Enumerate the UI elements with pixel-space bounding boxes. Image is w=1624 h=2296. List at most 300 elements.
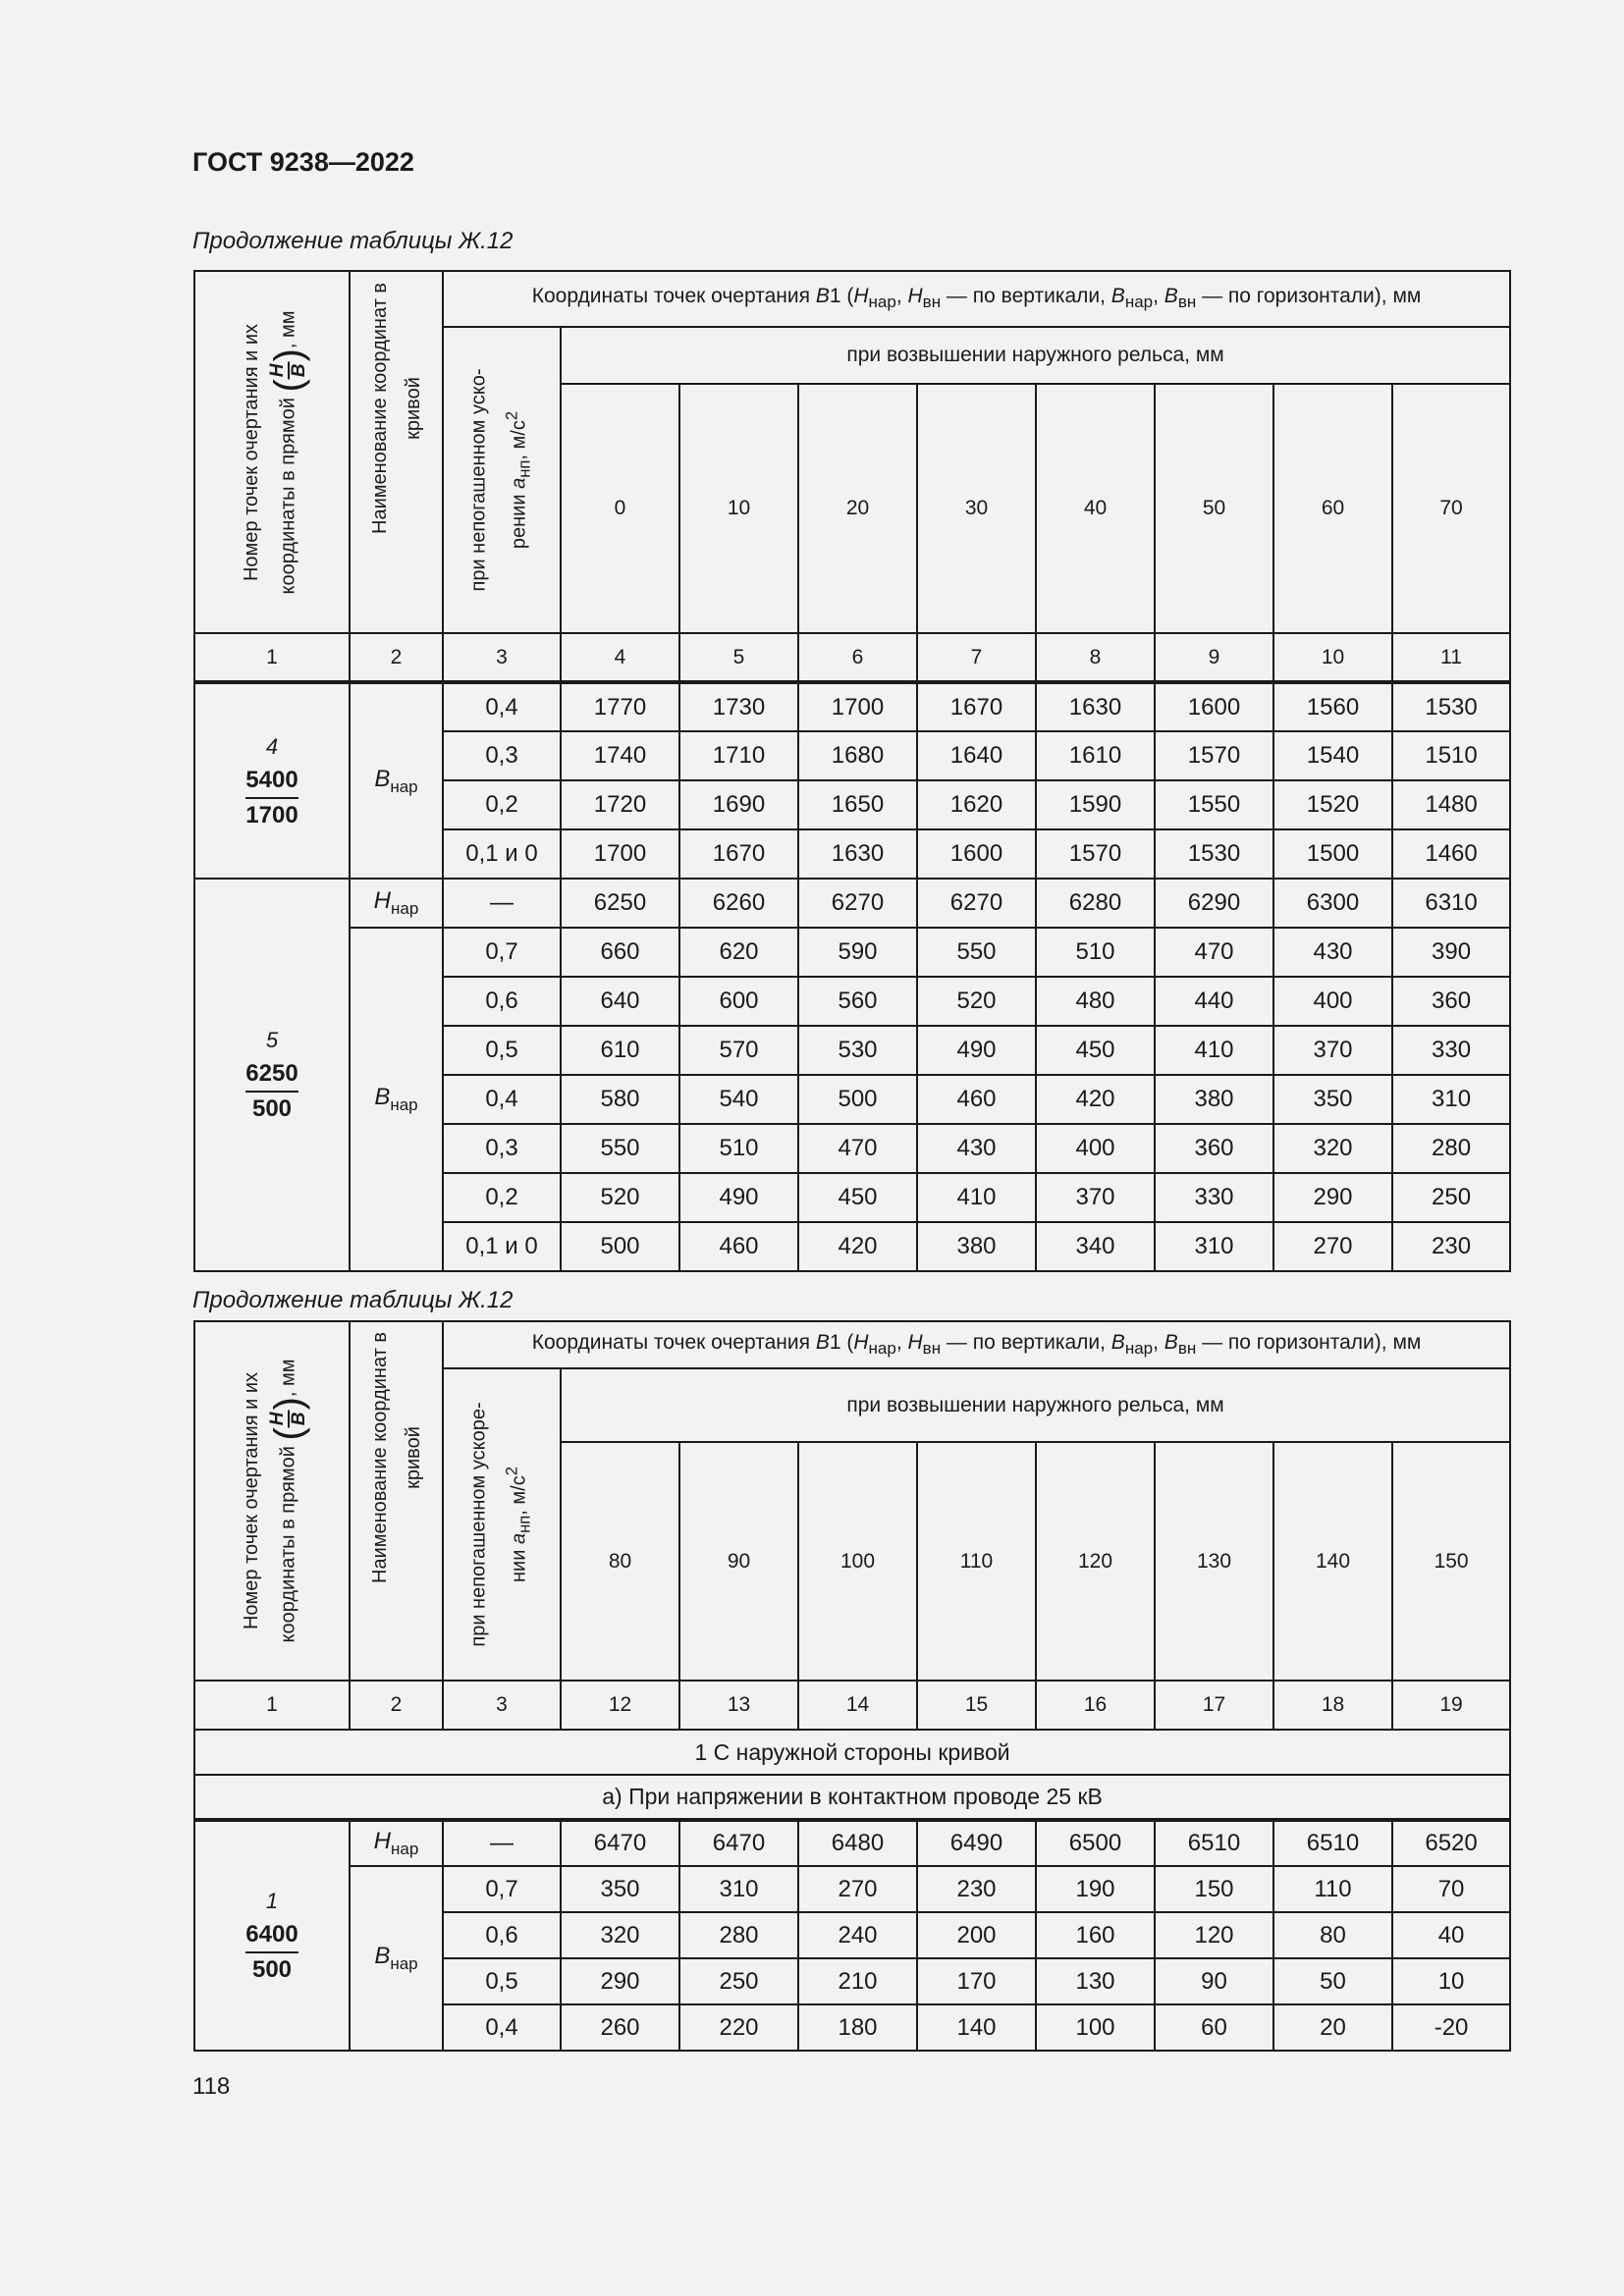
value-cell: 130 xyxy=(1036,1958,1155,2004)
coord-var: H xyxy=(373,887,392,915)
column-number: 3 xyxy=(443,633,561,682)
elevation-value: 40 xyxy=(1036,384,1155,633)
point-h: 6400 xyxy=(245,1918,298,1953)
paren-right: ) xyxy=(267,1397,310,1411)
value-cell: 310 xyxy=(1155,1222,1273,1271)
value-cell: 20 xyxy=(1273,2004,1392,2051)
value-cell: 340 xyxy=(1036,1222,1155,1271)
column-number: 11 xyxy=(1392,633,1510,682)
value-cell: 520 xyxy=(917,977,1036,1026)
accel-unit: , м/с xyxy=(508,420,530,460)
value-cell: 290 xyxy=(561,1958,679,2004)
value-cell: 140 xyxy=(917,2004,1036,2051)
b-vn-var: В xyxy=(1164,1330,1178,1354)
value-cell: 1540 xyxy=(1273,731,1392,780)
value-cell: 490 xyxy=(679,1173,798,1222)
point-cell xyxy=(194,682,350,879)
elevation-value: 50 xyxy=(1155,384,1273,633)
header-coord-col xyxy=(350,271,443,633)
group-var: В xyxy=(815,285,830,308)
value-cell: 1560 xyxy=(1273,682,1392,731)
value-cell: 6480 xyxy=(798,1820,917,1866)
value-cell: 600 xyxy=(679,977,798,1026)
value-cell: 360 xyxy=(1155,1124,1273,1173)
header-coord-line1: Наименование координат в xyxy=(368,283,391,535)
table-1 xyxy=(193,270,1511,1272)
accel-cell: 0,7 xyxy=(443,1866,561,1912)
accel-cell: 0,4 xyxy=(443,1075,561,1124)
section-title: 1 С наружной стороны кривой xyxy=(194,1730,1510,1775)
column-number: 5 xyxy=(679,633,798,682)
point-index: 5 xyxy=(265,1028,279,1052)
column-number: 15 xyxy=(917,1681,1036,1730)
accel-cell: 0,5 xyxy=(443,1026,561,1075)
value-cell: 80 xyxy=(1273,1912,1392,1958)
accel-cell: — xyxy=(443,1820,561,1866)
point-index: 4 xyxy=(265,733,279,759)
coord-sub: нар xyxy=(391,1839,419,1858)
value-cell: 1570 xyxy=(1036,829,1155,879)
dash-horiz: — по горизонтали), мм xyxy=(1196,1330,1422,1354)
accel-cell: 0,7 xyxy=(443,928,561,977)
value-cell: 6310 xyxy=(1392,879,1510,928)
value-cell: 480 xyxy=(1036,977,1155,1026)
accel-cell: 0,4 xyxy=(443,682,561,731)
group-one: 1 ( xyxy=(829,1330,854,1354)
value-cell: 6270 xyxy=(798,879,917,928)
point-h: 5400 xyxy=(245,764,298,799)
value-cell: 120 xyxy=(1155,1912,1273,1958)
point-b: 500 xyxy=(251,1095,293,1122)
header-accel-col xyxy=(443,1368,561,1681)
coord-name-cell xyxy=(350,1820,443,1866)
column-number: 10 xyxy=(1273,633,1392,682)
value-cell: 520 xyxy=(561,1173,679,1222)
value-cell: 150 xyxy=(1155,1866,1273,1912)
column-number: 16 xyxy=(1036,1681,1155,1730)
header-point-line1: Номер точек очертания и их xyxy=(241,1371,262,1630)
dash-horiz: — по горизонтали), мм xyxy=(1196,285,1422,308)
value-cell: 6500 xyxy=(1036,1820,1155,1866)
value-cell: 1770 xyxy=(561,682,679,731)
value-cell: 270 xyxy=(798,1866,917,1912)
value-cell: 50 xyxy=(1273,1958,1392,2004)
coord-sub: нар xyxy=(390,1095,418,1114)
value-cell: 40 xyxy=(1392,1912,1510,1958)
value-cell: 210 xyxy=(798,1958,917,2004)
value-cell: 350 xyxy=(561,1866,679,1912)
value-cell: 230 xyxy=(1392,1222,1510,1271)
dash-vert: — по вертикали, xyxy=(941,285,1111,308)
header-coord-col xyxy=(350,1321,443,1681)
elevation-value: 0 xyxy=(561,384,679,633)
value-cell: 6270 xyxy=(917,879,1036,928)
value-cell: 60 xyxy=(1155,2004,1273,2051)
elevation-value: 140 xyxy=(1273,1442,1392,1681)
value-cell: 1570 xyxy=(1155,731,1273,780)
value-cell: 590 xyxy=(798,928,917,977)
b-nar-var: В xyxy=(1110,1330,1125,1354)
value-cell: 570 xyxy=(679,1026,798,1075)
value-cell: 1460 xyxy=(1392,829,1510,879)
sep-2: , xyxy=(1153,1330,1164,1354)
accel-sup: 2 xyxy=(502,1467,521,1476)
coord-sub: нар xyxy=(390,776,418,796)
column-number: 17 xyxy=(1155,1681,1273,1730)
elevation-value: 60 xyxy=(1273,384,1392,633)
value-cell: 1480 xyxy=(1392,780,1510,829)
value-cell: 580 xyxy=(561,1075,679,1124)
coord-name-cell xyxy=(350,682,443,879)
header-point-col xyxy=(194,1321,350,1681)
h-vn-sub: вн xyxy=(922,1339,942,1359)
value-cell: 190 xyxy=(1036,1866,1155,1912)
value-cell: -20 xyxy=(1392,2004,1510,2051)
value-cell: 420 xyxy=(1036,1075,1155,1124)
value-cell: 6470 xyxy=(561,1820,679,1866)
column-number: 2 xyxy=(350,1681,443,1730)
group-one: 1 ( xyxy=(829,285,854,308)
value-cell: 1740 xyxy=(561,731,679,780)
value-cell: 70 xyxy=(1392,1866,1510,1912)
page-number: 118 xyxy=(192,2073,231,2100)
column-number: 7 xyxy=(917,633,1036,682)
value-cell: 170 xyxy=(917,1958,1036,2004)
value-cell: 1550 xyxy=(1155,780,1273,829)
value-cell: 550 xyxy=(917,928,1036,977)
value-cell: 350 xyxy=(1273,1075,1392,1124)
accel-cell: 0,4 xyxy=(443,2004,561,2051)
value-cell: 410 xyxy=(1155,1026,1273,1075)
value-cell: 560 xyxy=(798,977,917,1026)
value-cell: 200 xyxy=(917,1912,1036,1958)
value-cell: 450 xyxy=(798,1173,917,1222)
value-cell: 500 xyxy=(798,1075,917,1124)
value-cell: 1700 xyxy=(561,829,679,879)
point-index: 1 xyxy=(265,1889,279,1913)
accel-cell: 0,5 xyxy=(443,1958,561,2004)
header-accel-line2: нии xyxy=(508,1549,530,1582)
value-cell: 1670 xyxy=(679,829,798,879)
value-cell: 1640 xyxy=(917,731,1036,780)
sep-1: , xyxy=(895,285,908,308)
paren-right: ) xyxy=(267,347,310,361)
h-nar-sub: нар xyxy=(868,1339,896,1359)
value-cell: 6300 xyxy=(1273,879,1392,928)
coord-var: В xyxy=(374,1084,391,1111)
column-number: 9 xyxy=(1155,633,1273,682)
value-cell: 330 xyxy=(1155,1173,1273,1222)
elevation-value: 30 xyxy=(917,384,1036,633)
group-label: Координаты точек очертания xyxy=(531,1330,810,1354)
subsection-title: а) При напряжении в контактном проводе 25 кВ xyxy=(194,1775,1510,1820)
header-elevation: при возвышении наружного рельса, мм xyxy=(561,327,1510,384)
coord-name-cell xyxy=(350,879,443,928)
header-coord-line2: кривой xyxy=(402,1426,424,1490)
value-cell: 330 xyxy=(1392,1026,1510,1075)
table-row xyxy=(194,1820,1510,1866)
column-number: 3 xyxy=(443,1681,561,1730)
header-point-col xyxy=(194,271,350,633)
header-accel-line1: при непогашенном уско- xyxy=(467,368,490,592)
table1-caption: Продолжение таблицы Ж.12 xyxy=(192,228,514,254)
accel-cell: 0,3 xyxy=(443,731,561,780)
value-cell: 6290 xyxy=(1155,879,1273,928)
value-cell: 1620 xyxy=(917,780,1036,829)
accel-cell: 0,6 xyxy=(443,1912,561,1958)
elevation-value: 130 xyxy=(1155,1442,1273,1681)
value-cell: 320 xyxy=(561,1912,679,1958)
point-h: 6250 xyxy=(245,1057,298,1093)
value-cell: 290 xyxy=(1273,1173,1392,1222)
point-cell xyxy=(194,879,350,1271)
value-cell: 620 xyxy=(679,928,798,977)
table-2 xyxy=(193,1320,1511,2052)
accel-unit: , м/с xyxy=(508,1475,530,1516)
coord-var: В xyxy=(374,1943,391,1970)
value-cell: 1500 xyxy=(1273,829,1392,879)
h-vn-var: H xyxy=(907,285,923,308)
paren-left: ( xyxy=(267,1427,310,1441)
coord-sub: нар xyxy=(390,1953,418,1973)
value-cell: 470 xyxy=(1155,928,1273,977)
column-number: 6 xyxy=(798,633,917,682)
value-cell: 1530 xyxy=(1155,829,1273,879)
column-number: 1 xyxy=(194,1681,350,1730)
value-cell: 280 xyxy=(679,1912,798,1958)
point-cell xyxy=(194,1820,350,2051)
header-coord-line1: Наименование координат в xyxy=(368,1332,391,1584)
b-nar-sub: нар xyxy=(1124,1339,1154,1359)
sep-1: , xyxy=(895,1330,908,1354)
value-cell: 1690 xyxy=(679,780,798,829)
h-vn-var: H xyxy=(907,1330,923,1354)
header-coords-group xyxy=(443,1321,1510,1368)
elevation-value: 150 xyxy=(1392,1442,1510,1681)
value-cell: 220 xyxy=(679,2004,798,2051)
column-number: 19 xyxy=(1392,1681,1510,1730)
value-cell: 310 xyxy=(679,1866,798,1912)
value-cell: 10 xyxy=(1392,1958,1510,2004)
accel-cell: — xyxy=(443,879,561,928)
value-cell: 1700 xyxy=(798,682,917,731)
value-cell: 6470 xyxy=(679,1820,798,1866)
value-cell: 430 xyxy=(917,1124,1036,1173)
column-number: 14 xyxy=(798,1681,917,1730)
value-cell: 110 xyxy=(1273,1866,1392,1912)
value-cell: 270 xyxy=(1273,1222,1392,1271)
value-cell: 310 xyxy=(1392,1075,1510,1124)
coord-sub: нар xyxy=(391,898,419,918)
elevation-value: 80 xyxy=(561,1442,679,1681)
column-number: 8 xyxy=(1036,633,1155,682)
value-cell: 1630 xyxy=(798,829,917,879)
value-cell: 240 xyxy=(798,1912,917,1958)
elevation-value: 120 xyxy=(1036,1442,1155,1681)
value-cell: 6520 xyxy=(1392,1820,1510,1866)
accel-sub: нп xyxy=(514,1515,534,1533)
value-cell: 1720 xyxy=(561,780,679,829)
b-vn-var: В xyxy=(1164,285,1178,308)
b-nar-var: В xyxy=(1110,285,1125,308)
value-cell: 6250 xyxy=(561,879,679,928)
header-elevation: при возвышении наружного рельса, мм xyxy=(561,1368,1510,1442)
frac-top: H xyxy=(267,1412,288,1426)
value-cell: 1530 xyxy=(1392,682,1510,731)
value-cell: 250 xyxy=(1392,1173,1510,1222)
b-nar-sub: нар xyxy=(1124,293,1154,312)
value-cell: 470 xyxy=(798,1124,917,1173)
h-nar-var: H xyxy=(853,1330,869,1354)
accel-a: a xyxy=(508,477,530,489)
accel-cell: 0,1 и 0 xyxy=(443,829,561,879)
value-cell: 1630 xyxy=(1036,682,1155,731)
value-cell: 6280 xyxy=(1036,879,1155,928)
frac-bottom: B xyxy=(289,362,309,377)
header-point-unit: , мм xyxy=(277,310,299,348)
h-nar-sub: нар xyxy=(868,293,896,312)
accel-sub: нп xyxy=(514,459,534,478)
accel-cell: 0,3 xyxy=(443,1124,561,1173)
coord-var: H xyxy=(373,1828,392,1855)
accel-sup: 2 xyxy=(502,410,521,421)
value-cell: 250 xyxy=(679,1958,798,2004)
accel-cell: 0,1 и 0 xyxy=(443,1222,561,1271)
point-b: 1700 xyxy=(245,801,298,828)
hb-fraction xyxy=(268,361,309,379)
value-cell: 230 xyxy=(917,1866,1036,1912)
header-accel-col xyxy=(443,327,561,633)
column-number: 13 xyxy=(679,1681,798,1730)
value-cell: 440 xyxy=(1155,977,1273,1026)
value-cell: 460 xyxy=(917,1075,1036,1124)
value-cell: 1670 xyxy=(917,682,1036,731)
point-b: 500 xyxy=(251,1956,293,1983)
value-cell: 1590 xyxy=(1036,780,1155,829)
header-point-line2: координаты в прямой xyxy=(277,397,299,594)
frac-bottom: B xyxy=(289,1412,309,1426)
coord-name-cell xyxy=(350,1866,443,2051)
header-point-line2: координаты в прямой xyxy=(277,1446,299,1643)
value-cell: 6510 xyxy=(1155,1820,1273,1866)
header-accel-line1: при непогашенном ускоре- xyxy=(467,1402,490,1647)
h-vn-sub: вн xyxy=(922,293,942,312)
header-accel-line2: рении xyxy=(508,494,530,550)
b-vn-sub: вн xyxy=(1177,293,1197,312)
elevation-value: 20 xyxy=(798,384,917,633)
elevation-value: 70 xyxy=(1392,384,1510,633)
value-cell: 540 xyxy=(679,1075,798,1124)
value-cell: 180 xyxy=(798,2004,917,2051)
value-cell: 410 xyxy=(917,1173,1036,1222)
elevation-value: 110 xyxy=(917,1442,1036,1681)
doc-title: ГОСТ 9238—2022 xyxy=(192,147,414,177)
coord-name-cell xyxy=(350,928,443,1271)
value-cell: 160 xyxy=(1036,1912,1155,1958)
elevation-value: 100 xyxy=(798,1442,917,1681)
value-cell: 640 xyxy=(561,977,679,1026)
header-point-unit: , мм xyxy=(277,1359,299,1398)
value-cell: 90 xyxy=(1155,1958,1273,2004)
value-cell: 530 xyxy=(798,1026,917,1075)
value-cell: 6260 xyxy=(679,879,798,928)
h-nar-var: H xyxy=(853,285,869,308)
value-cell: 1680 xyxy=(798,731,917,780)
elevation-value: 10 xyxy=(679,384,798,633)
value-cell: 1520 xyxy=(1273,780,1392,829)
value-cell: 550 xyxy=(561,1124,679,1173)
accel-cell: 0,2 xyxy=(443,780,561,829)
value-cell: 320 xyxy=(1273,1124,1392,1173)
value-cell: 1730 xyxy=(679,682,798,731)
value-cell: 1600 xyxy=(1155,682,1273,731)
value-cell: 490 xyxy=(917,1026,1036,1075)
accel-cell: 0,2 xyxy=(443,1173,561,1222)
value-cell: 1610 xyxy=(1036,731,1155,780)
table-row xyxy=(194,1866,1510,1912)
value-cell: 430 xyxy=(1273,928,1392,977)
value-cell: 400 xyxy=(1036,1124,1155,1173)
value-cell: 100 xyxy=(1036,2004,1155,2051)
value-cell: 390 xyxy=(1392,928,1510,977)
value-cell: 260 xyxy=(561,2004,679,2051)
table2-caption: Продолжение таблицы Ж.12 xyxy=(192,1287,514,1313)
accel-cell: 0,6 xyxy=(443,977,561,1026)
value-cell: 6490 xyxy=(917,1820,1036,1866)
value-cell: 370 xyxy=(1036,1173,1155,1222)
value-cell: 510 xyxy=(679,1124,798,1173)
value-cell: 660 xyxy=(561,928,679,977)
group-var: В xyxy=(815,1330,830,1354)
value-cell: 280 xyxy=(1392,1124,1510,1173)
value-cell: 1600 xyxy=(917,829,1036,879)
table-row xyxy=(194,879,1510,928)
value-cell: 1510 xyxy=(1392,731,1510,780)
value-cell: 380 xyxy=(917,1222,1036,1271)
dash-vert: — по вертикали, xyxy=(941,1330,1111,1354)
header-point-line1: Номер точек очертания и их xyxy=(241,323,262,581)
value-cell: 400 xyxy=(1273,977,1392,1026)
value-cell: 380 xyxy=(1155,1075,1273,1124)
column-number: 12 xyxy=(561,1681,679,1730)
accel-a: a xyxy=(508,1532,530,1545)
value-cell: 360 xyxy=(1392,977,1510,1026)
header-coord-line2: кривой xyxy=(402,377,424,441)
value-cell: 460 xyxy=(679,1222,798,1271)
sep-2: , xyxy=(1153,285,1164,308)
coord-var: В xyxy=(374,765,391,792)
table-row xyxy=(194,928,1510,977)
column-number: 18 xyxy=(1273,1681,1392,1730)
header-coords-group xyxy=(443,271,1510,327)
table-row xyxy=(194,682,1510,731)
value-cell: 1650 xyxy=(798,780,917,829)
value-cell: 610 xyxy=(561,1026,679,1075)
elevation-value: 90 xyxy=(679,1442,798,1681)
column-number: 1 xyxy=(194,633,350,682)
group-label: Координаты точек очертания xyxy=(531,285,810,308)
value-cell: 510 xyxy=(1036,928,1155,977)
value-cell: 370 xyxy=(1273,1026,1392,1075)
value-cell: 450 xyxy=(1036,1026,1155,1075)
b-vn-sub: вн xyxy=(1177,1339,1197,1359)
frac-top: H xyxy=(267,362,288,377)
column-number: 2 xyxy=(350,633,443,682)
value-cell: 1710 xyxy=(679,731,798,780)
value-cell: 6510 xyxy=(1273,1820,1392,1866)
value-cell: 420 xyxy=(798,1222,917,1271)
hb-fraction xyxy=(268,1410,309,1427)
